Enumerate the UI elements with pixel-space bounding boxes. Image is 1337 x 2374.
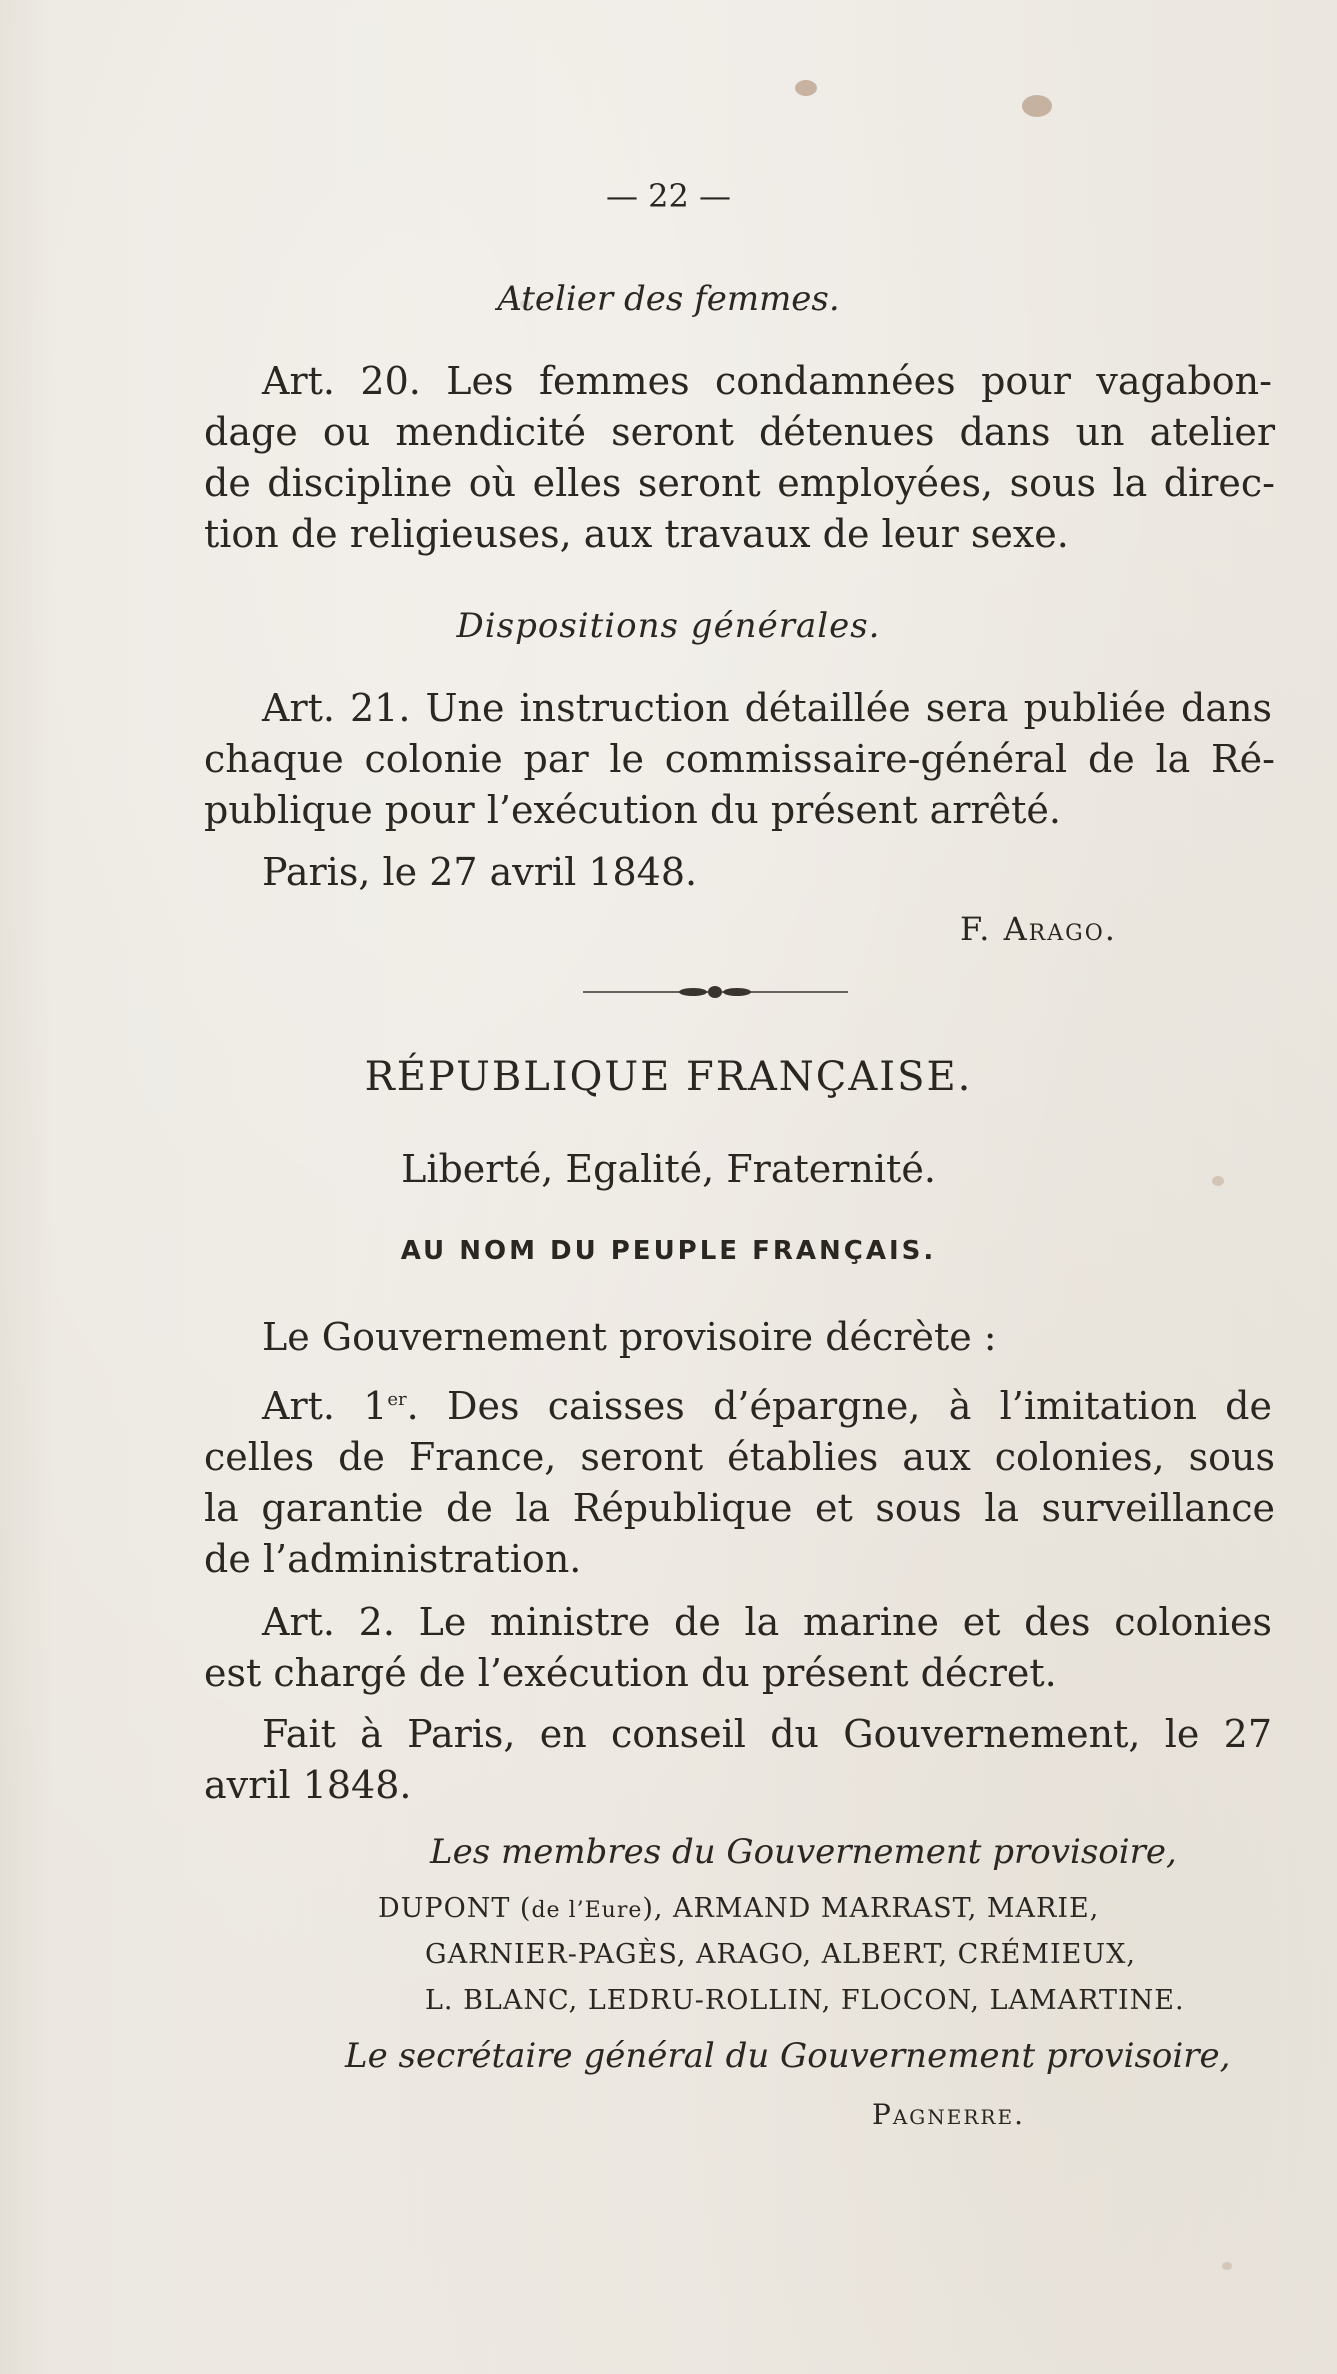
foxing-spot — [1222, 2262, 1232, 2270]
signature-arago: F. Arago. — [960, 910, 1117, 948]
art20-line: dage ou mendicité seront détenues dans un atelier — [204, 410, 1275, 454]
art20-line: de discipline où elles seront employées, sous la direc- — [204, 461, 1275, 505]
art2-line: Art. 2. Le ministre de la marine et des colonies — [262, 1600, 1272, 1644]
art1-line: de l’administration. — [204, 1537, 582, 1581]
ornamental-rule — [583, 985, 848, 999]
members-line: L. BLANC, LEDRU-ROLLIN, FLOCON, LAMARTINE. — [425, 1985, 1185, 2016]
art1-line: Art. 1er. Des caisses d’épargne, à l’imitation de — [262, 1384, 1272, 1428]
art1-line: celles de France, seront établies aux colonies, sous — [204, 1435, 1275, 1479]
foxing-spot — [1022, 95, 1052, 117]
secretaire-title: Le secrétaire général du Gouvernement provisoire, — [345, 2036, 1231, 2076]
members-line: DUPONT (de l’Eure), ARMAND MARRAST, MARIE, — [378, 1893, 1100, 1924]
signature-pagnerre: Pagnerre. — [872, 2098, 1025, 2131]
foxing-spot — [795, 80, 817, 96]
art2-line: est chargé de l’exécution du présent décret. — [204, 1651, 1057, 1695]
art21-line: chaque colonie par le commissaire-général de la Ré- — [204, 737, 1275, 781]
membres-title: Les membres du Gouvernement provisoire, — [430, 1832, 1177, 1872]
section-heading-dispositions: Dispositions générales. — [456, 606, 881, 646]
republique-heading: RÉPUBLIQUE FRANÇAISE. — [364, 1054, 973, 1100]
art20-line: Art. 20. Les femmes condamnées pour vagabon- — [262, 359, 1272, 403]
fait-line: Fait à Paris, en conseil du Gouvernement, le 27 — [262, 1712, 1272, 1756]
art21-line: publique pour l’exécution du présent arrêté. — [204, 788, 1061, 832]
section-heading-atelier: Atelier des femmes. — [497, 279, 840, 319]
page-number: — 22 — — [605, 177, 732, 215]
place-date: Paris, le 27 avril 1848. — [262, 850, 698, 894]
republic-motto: Liberté, Egalité, Fraternité. — [401, 1147, 936, 1191]
members-line: GARNIER-PAGÈS, ARAGO, ALBERT, CRÉMIEUX, — [425, 1939, 1136, 1970]
art1-line: la garantie de la République et sous la surveillance — [204, 1486, 1275, 1530]
decree-intro: Le Gouvernement provisoire décrète : — [262, 1315, 997, 1359]
art20-line: tion de religieuses, aux travaux de leur sexe. — [204, 512, 1069, 556]
fait-line: avril 1848. — [204, 1763, 412, 1807]
au-nom-heading: AU NOM DU PEUPLE FRANÇAIS. — [400, 1236, 937, 1266]
art21-line: Art. 21. Une instruction détaillée sera publiée dans — [262, 686, 1272, 730]
